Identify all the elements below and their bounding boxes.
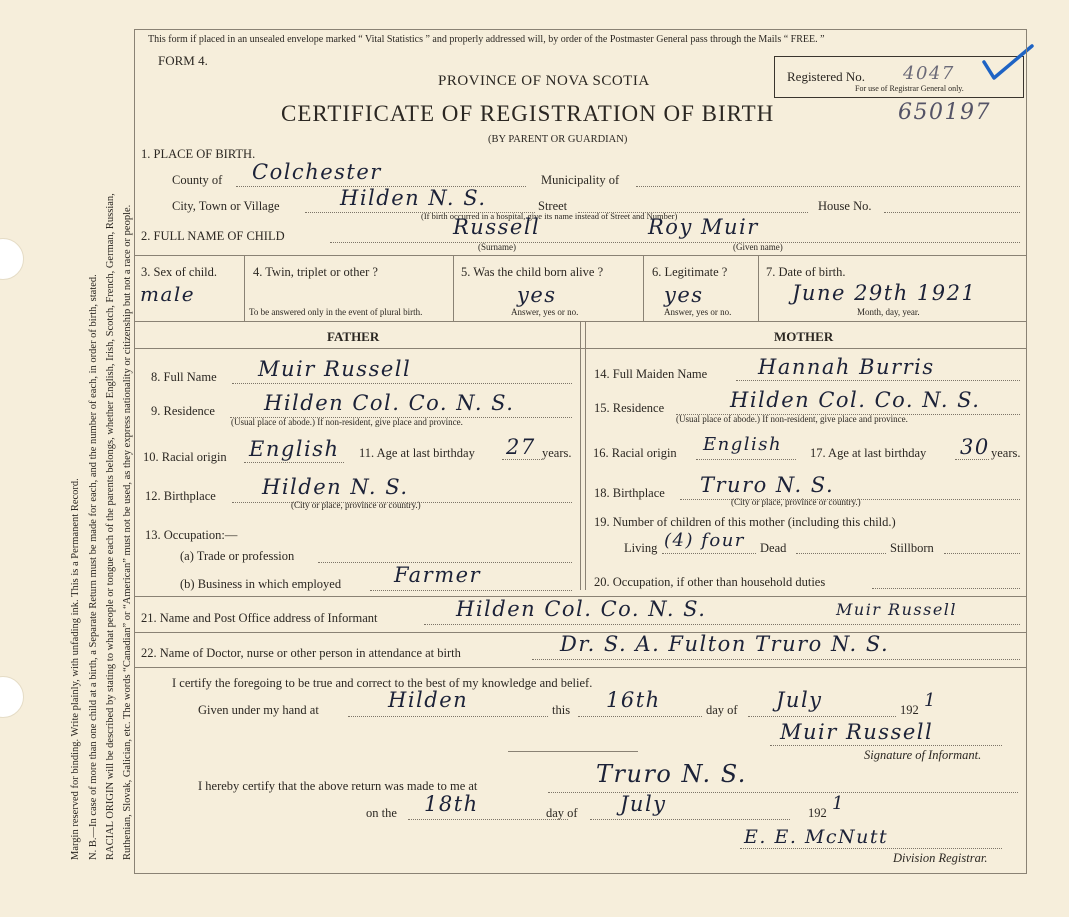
registrar-day: 18th <box>424 792 479 816</box>
city-value: Hilden N. S. <box>340 186 487 210</box>
mother-racial-label: 16. Racial origin <box>593 446 677 460</box>
legitimate-label: 6. Legitimate ? <box>652 265 728 279</box>
father-birthplace-note: (City or place, province or country.) <box>291 500 421 510</box>
living-value: (4) four <box>664 530 745 551</box>
legitimate-value: yes <box>664 283 704 307</box>
mother-birthplace-note: (City or place, province or country.) <box>731 497 861 507</box>
father-age: 27 <box>506 435 536 459</box>
house-label: House No. <box>818 199 872 213</box>
frame-top <box>134 29 1027 30</box>
children-count-label: 19. Number of children of this mother (including this child.) <box>594 515 896 529</box>
alive-value: yes <box>517 283 557 307</box>
side-note-margin: Margin reserved for binding. Write plainly, with unfading ink. This is a Permanent Record. <box>70 478 81 860</box>
form-number: FORM 4. <box>158 53 208 68</box>
informant-address: Hilden Col. Co. N. S. <box>456 597 707 621</box>
father-residence: Hilden Col. Co. N. S. <box>264 391 515 415</box>
hospital-note: (If birth occurred in a hospital, give its name instead of Street and Number) <box>421 211 678 221</box>
on-the-label: on the <box>366 806 397 820</box>
place-of-birth-label: 1. PLACE OF BIRTH. <box>141 147 256 161</box>
registrar-statement: I hereby certify that the above return was made to me at <box>198 779 478 793</box>
father-business: Farmer <box>394 563 482 587</box>
mother-residence: Hilden Col. Co. N. S. <box>730 388 981 412</box>
given-place: Hilden <box>388 688 469 712</box>
informant-name: Muir Russell <box>836 600 958 619</box>
mother-occupation-label: 20. Occupation, if other than household duties <box>594 575 826 589</box>
frame-bottom <box>134 873 1027 874</box>
stillborn-label: Stillborn <box>890 541 934 555</box>
municipality-label: Municipality of <box>541 173 620 187</box>
twin-note: To be answered only in the event of plural birth. <box>249 307 423 317</box>
sex-label: 3. Sex of child. <box>141 265 218 279</box>
mother-birthplace: Truro N. S. <box>700 473 835 497</box>
mother-age: 30 <box>960 435 990 459</box>
registered-number: 4047 <box>903 63 955 84</box>
certify-statement: I certify the foregoing to be true and correct to the best of my knowledge and belief. <box>172 676 593 690</box>
registrar-place: Truro N. S. <box>596 760 747 788</box>
certificate-title: CERTIFICATE OF REGISTRATION OF BIRTH <box>281 101 775 126</box>
certify-year-prefix: 192 <box>900 703 919 717</box>
blue-check-mark <box>980 42 1036 86</box>
certify-month: July <box>776 688 823 712</box>
alive-note: Answer, yes or no. <box>511 307 579 317</box>
father-racial: English <box>249 437 340 461</box>
business-label: (b) Business in which employed <box>180 577 342 591</box>
given-under-label: Given under my hand at <box>198 703 319 717</box>
registrar-signature: E. E. McNutt <box>744 826 889 848</box>
registrar-day-of-label: day of <box>546 806 578 820</box>
informant-label: 21. Name and Post Office address of Informant <box>141 611 378 625</box>
birth-date-note: Month, day, year. <box>857 307 920 317</box>
registrar-year-prefix: 192 <box>808 806 827 820</box>
binding-hole-bottom <box>0 676 24 718</box>
twin-label: 4. Twin, triplet or other ? <box>253 265 378 279</box>
mother-header: MOTHER <box>774 329 834 344</box>
mother-age-label: 17. Age at last birthday <box>810 446 927 460</box>
certify-day: 16th <box>606 688 661 712</box>
postal-notice: This form if placed in an unsealed envelope marked “ Vital Statistics ” and properly addressed will, by order of the Postmaster General pass through the Mails “ FREE. ” <box>148 34 825 45</box>
this-label: this <box>552 703 571 717</box>
side-note-multiple-births: N. B.—In case of more than one child at a birth, a Separate Return must be made for each, and the number of each, in order of birth, stated. <box>88 274 99 860</box>
living-label: Living <box>624 541 658 555</box>
father-name: Muir Russell <box>258 357 412 381</box>
dead-label: Dead <box>760 541 787 555</box>
doctor-label: 22. Name of Doctor, nurse or other person in attendance at birth <box>141 646 461 660</box>
informant-signature-label: Signature of Informant. <box>864 748 982 762</box>
side-note-racial-origin-1: RACIAL ORIGIN will be described by stating to what people or tongue each of the parents belongs, whether English, Irish, Scotch, French, German, Russian, <box>105 193 116 860</box>
certify-year: 1 <box>924 690 937 711</box>
certify-day-of-label: day of <box>706 703 738 717</box>
registered-sublabel: For use of Registrar General only. <box>855 84 964 93</box>
province-heading: PROVINCE OF NOVA SCOTIA <box>438 73 650 89</box>
given-note: (Given name) <box>733 242 783 252</box>
street-label: Street <box>538 199 568 213</box>
doctor-value: Dr. S. A. Fulton Truro N. S. <box>560 632 890 656</box>
binding-hole-top <box>0 238 24 280</box>
side-note-racial-origin-2: Ruthenian, Slovak, Galician, etc. The words “Canadian” or “American” must not be used, as they express nationality or citizenship but not a race or people. <box>122 204 133 860</box>
registrar-signature-label: Division Registrar. <box>893 851 988 865</box>
child-surname: Russell <box>453 215 541 239</box>
birth-date-value: June 29th 1921 <box>792 281 977 305</box>
city-label: City, Town or Village <box>172 199 280 213</box>
surname-note: (Surname) <box>478 242 516 252</box>
mother-residence-label: 15. Residence <box>594 401 665 415</box>
certificate-number: 650197 <box>898 100 991 125</box>
alive-label: 5. Was the child born alive ? <box>461 265 604 279</box>
certificate-subtitle: (BY PARENT OR GUARDIAN) <box>488 134 628 145</box>
child-given-name: Roy Muir <box>648 215 759 239</box>
father-occupation-label: 13. Occupation:— <box>145 528 238 542</box>
father-residence-label: 9. Residence <box>151 404 215 418</box>
father-birthplace: Hilden N. S. <box>262 475 409 499</box>
sex-value: male <box>140 282 196 306</box>
father-header: FATHER <box>327 329 380 344</box>
father-abode-note: (Usual place of abode.) If non-resident, give place and province. <box>231 417 463 427</box>
mother-birthplace-label: 18. Birthplace <box>594 486 665 500</box>
county-value: Colchester <box>252 160 382 184</box>
mother-maiden-name: Hannah Burris <box>758 355 935 379</box>
father-name-label: 8. Full Name <box>151 370 217 384</box>
certify-separator <box>508 751 638 752</box>
child-name-label: 2. FULL NAME OF CHILD <box>141 229 285 243</box>
father-age-label: 11. Age at last birthday <box>359 446 475 460</box>
father-age-years: years. <box>542 446 572 460</box>
legitimate-note: Answer, yes or no. <box>664 307 732 317</box>
mother-racial: English <box>703 434 783 455</box>
father-racial-label: 10. Racial origin <box>143 450 227 464</box>
mother-maiden-label: 14. Full Maiden Name <box>594 367 708 381</box>
mother-age-years: years. <box>991 446 1021 460</box>
registrar-month: July <box>620 792 667 816</box>
county-label: County of <box>172 173 223 187</box>
informant-signature: Muir Russell <box>780 720 934 744</box>
trade-label: (a) Trade or profession <box>180 549 295 563</box>
column-divider <box>580 322 581 590</box>
registered-label: Registered No. <box>787 69 865 84</box>
father-birthplace-label: 12. Birthplace <box>145 489 216 503</box>
birth-date-label: 7. Date of birth. <box>766 265 846 279</box>
frame-left <box>134 29 135 874</box>
frame-right <box>1026 29 1027 874</box>
registrar-year: 1 <box>832 793 845 814</box>
mother-abode-note: (Usual place of abode.) If non-resident, give place and province. <box>676 414 908 424</box>
